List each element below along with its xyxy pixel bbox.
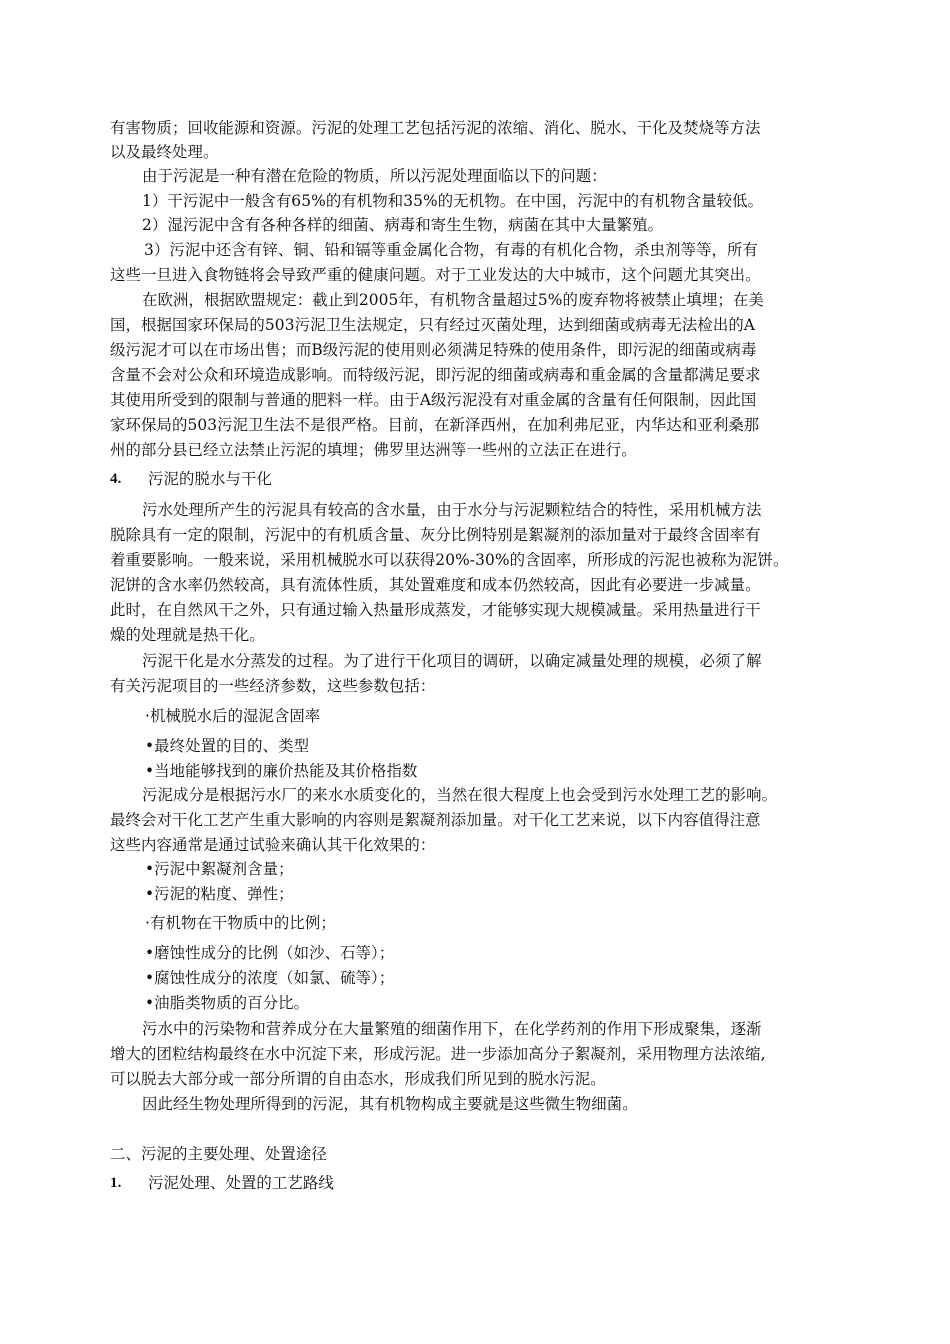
text-line: 污水中的污染物和营养成分在大量繁殖的细菌作用下，在化学药剂的作用下形成聚集，逐渐: [142, 1020, 762, 1038]
text-line: 着重要影响。一般来说，采用机械脱水可以获得20%-30%的含固率，所形成的污泥也被称为泥饼。: [110, 551, 789, 569]
section-heading: 二、污泥的主要处理、处置途径: [110, 1145, 327, 1163]
heading-number: 4.: [110, 471, 122, 487]
heading-number: 1.: [110, 1175, 122, 1191]
text-line: 此时，在自然风干之外，只有通过输入热量形成蒸发，才能够实现大规模减量。采用热量进行干: [110, 601, 761, 619]
heading-title: 污泥处理、处置的工艺路线: [148, 1174, 334, 1192]
text-line: 最终会对干化工艺产生重大影响的内容则是絮凝剂添加量。对干化工艺来说，以下内容值得注意: [110, 811, 761, 829]
text-line: 由于污泥是一种有潜在危险的物质，所以污泥处理面临以下的问题：: [142, 167, 607, 185]
bullet-item: •污泥的粘度、弹性；: [145, 885, 294, 903]
text-line: 在欧洲，根据欧盟规定：截止到2005年，有机物含量超过5%的废弃物将被禁止填埋；在美: [142, 291, 764, 309]
bullet-item: ·机械脱水后的湿泥含固率: [145, 707, 321, 725]
text-line: 这些一旦进入食物链将会导致严重的健康问题。对于工业发达的大中城市，这个问题尤其突出。: [110, 266, 761, 284]
text-line: 这些内容通常是通过试验来确认其干化效果的：: [110, 836, 436, 854]
text-line: 级污泥才可以在市场出售；而B级污泥的使用则必须满足特殊的使用条件，即污泥的细菌或病毒: [110, 341, 757, 359]
list-item: 2）湿污泥中含有各种各样的细菌、病毒和寄生生物，病菌在其中大量繁殖。: [142, 216, 664, 234]
bullet-item: •最终处置的目的、类型: [145, 737, 310, 755]
bullet-item: •当地能够找到的廉价热能及其价格指数: [145, 762, 418, 780]
text-line: 有害物质；回收能源和资源。污泥的处理工艺包括污泥的浓缩、消化、脱水、干化及焚烧等方法: [110, 119, 761, 137]
text-line: 污水处理所产生的污泥具有较高的含水量，由于水分与污泥颗粒结合的特性，采用机械方法: [142, 501, 762, 519]
text-line: 以及最终处理。: [110, 143, 219, 161]
text-line: 污泥干化是水分蒸发的过程。为了进行干化项目的调研，以确定减量处理的规模，必须了解: [142, 652, 762, 670]
text-line: 因此经生物处理所得到的污泥，其有机物构成主要就是这些微生物细菌。: [142, 1095, 638, 1113]
list-item: 3）污泥中还含有锌、铜、铅和镉等重金属化合物，有毒的有机化合物，杀虫剂等等，所有: [144, 241, 759, 259]
bullet-item: •腐蚀性成分的浓度（如氯、硫等）；: [145, 969, 395, 987]
text-line: 其使用所受到的限制与普通的肥料一样。由于A级污泥没有对重金属的含量有任何限制，因此国: [110, 391, 757, 409]
text-line: 增大的团粒结构最终在水中沉淀下来，形成污泥。进一步添加高分子絮凝剂，采用物理方法浓缩,: [110, 1045, 766, 1063]
bullet-item: •油脂类物质的百分比。: [145, 994, 310, 1012]
text-line: 国，根据国家环保局的503污泥卫生法规定，只有经过灭菌处理，达到细菌或病毒无法检出的A: [110, 316, 756, 334]
heading-title: 污泥的脱水与干化: [148, 470, 272, 488]
text-line: 污泥成分是根据污水厂的来水水质变化的，当然在很大程度上也会受到污水处理工艺的影响。: [142, 786, 778, 804]
text-line: 有关污泥项目的一些经济参数，这些参数包括：: [110, 677, 436, 695]
bullet-item: ·有机物在干物质中的比例；: [145, 914, 336, 932]
text-line: 含量不会对公众和环境造成影响。而特级污泥，即污泥的细菌或病毒和重金属的含量都满足要求: [110, 366, 761, 384]
text-line: 脱除具有一定的限制，污泥中的有机质含量、灰分比例特别是絮凝剂的添加量对于最终含固率有: [110, 526, 761, 544]
text-line: 州的部分县已经立法禁止污泥的填埋；佛罗里达洲等一些州的立法正在进行。: [110, 441, 637, 459]
bullet-item: •磨蚀性成分的比例（如沙、石等）；: [145, 944, 395, 962]
text-line: 泥饼的含水率仍然较高，具有流体性质，其处置难度和成本仍然较高，因此有必要进一步减量。: [110, 576, 761, 594]
list-item: 1）干污泥中一般含有65%的有机物和35%的无机物。在中国，污泥中的有机物含量较低。: [142, 192, 764, 210]
text-line: 可以脱去大部分或一部分所谓的自由态水，形成我们所见到的脱水污泥。: [110, 1070, 606, 1088]
text-line: 家环保局的503污泥卫生法不是很严格。目前，在新泽西州，在加利弗尼亚，内华达和亚利桑那: [110, 416, 760, 434]
text-line: 燥的处理就是热干化。: [110, 626, 265, 644]
bullet-item: •污泥中絮凝剂含量；: [145, 860, 294, 878]
